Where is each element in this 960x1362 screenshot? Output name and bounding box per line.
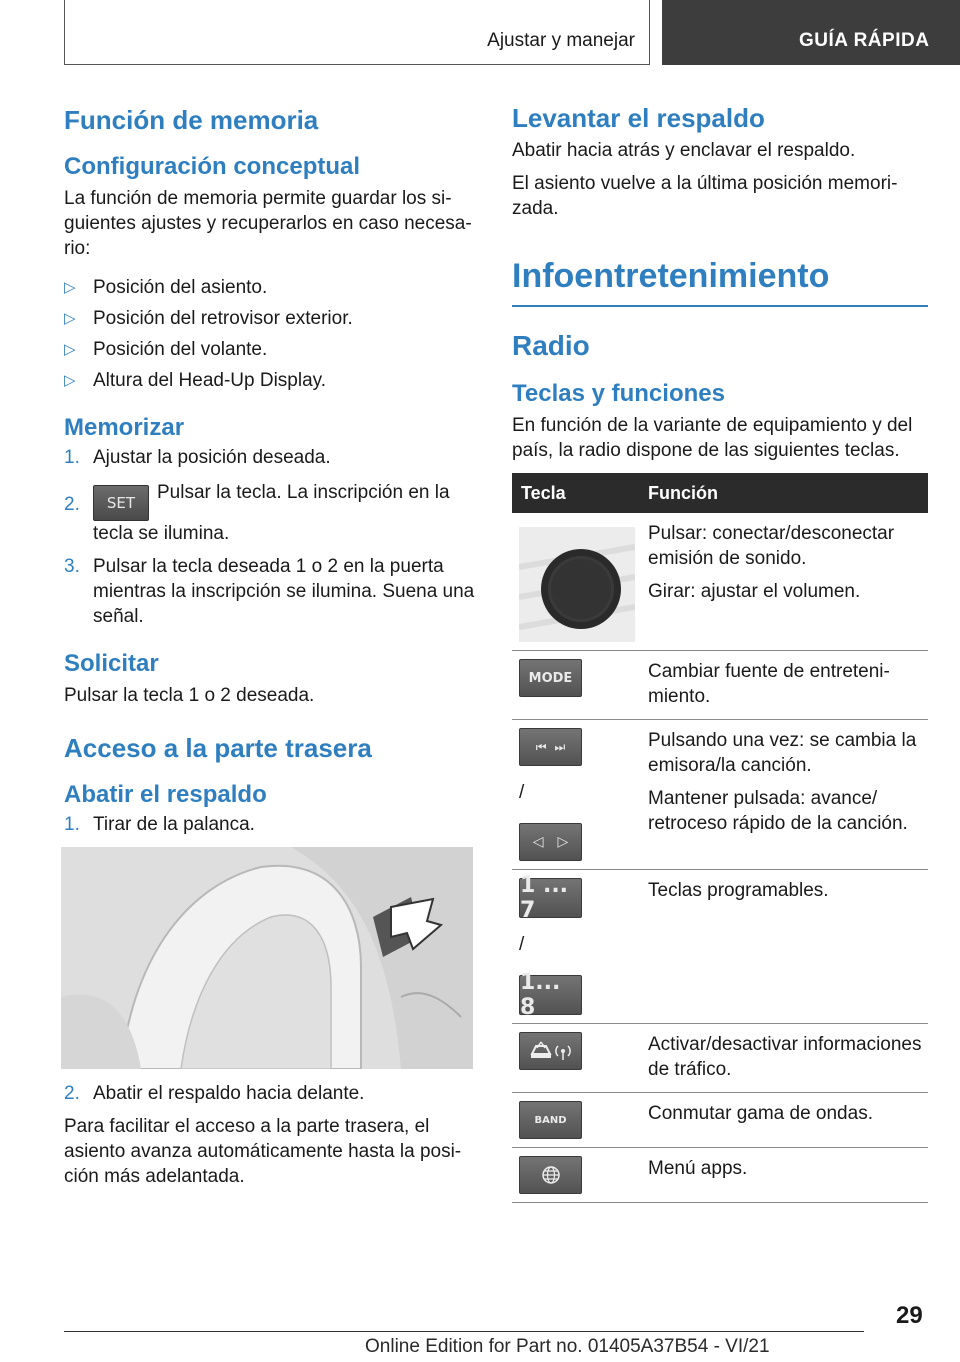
key-cell: 1 ... 7 / 1... 8: [512, 870, 648, 1023]
list-item: 1. Ajustar la posición deseada.: [64, 447, 331, 468]
table-row: [512, 651, 928, 720]
table-row: [512, 870, 928, 1024]
footer-edition: Online Edition for Part no. 01405A37B54 - VI/21: [365, 1336, 770, 1357]
key-cell: [512, 1093, 648, 1147]
list-item: ▷ Posición del retrovisor exterior.: [64, 308, 353, 329]
list-item: 2. SET Pulsar la tecla. La inscripción en la tecla se ilumina.: [64, 482, 450, 544]
list-item: ▷ Posición del asiento.: [64, 277, 268, 298]
apps-globe-key-icon: [519, 1156, 582, 1194]
function-cell: Activar/desactivar informaciones de tráfico.: [648, 1034, 922, 1080]
traffic-info-key-icon: [519, 1032, 582, 1070]
column-header-function: Función: [648, 483, 718, 503]
request-text: Pulsar la tecla 1 o 2 deseada.: [64, 685, 315, 706]
header-frame: [64, 0, 650, 65]
band-key-icon: BAND: [519, 1101, 582, 1139]
heading-concept: Configuración conceptual: [64, 153, 361, 180]
table-row: [512, 720, 928, 870]
function-cell: Pulsar: conectar/desconectar emisión de sonido. Girar: ajustar el volumen.: [648, 523, 895, 602]
heading-rear-access: Acceso a la parte trasera: [64, 733, 372, 763]
heading-request: Solicitar: [64, 650, 159, 677]
set-key-icon: SET: [93, 485, 149, 521]
triangle-bullet-icon: ▷: [64, 372, 76, 389]
seat-lever-icon: [61, 847, 473, 1069]
list-item: 3. Pulsar la tecla deseada 1 o 2 en la puerta mientras la inscripción se ilumina. Suena una señal.: [64, 556, 475, 627]
list-item: ▷ Posición del volante.: [64, 339, 268, 360]
radio-keys-table: [512, 473, 928, 1203]
key-cell: [512, 513, 648, 650]
list-item: 1. Tirar de la palanca.: [64, 814, 255, 835]
raise-text-1: Abatir hacia atrás y enclavar el respaldo.: [512, 140, 856, 161]
table-row: [512, 513, 928, 651]
heading-keys-functions: Teclas y funciones: [512, 380, 725, 407]
table-header: [512, 473, 928, 513]
table-row: [512, 1148, 928, 1203]
triangle-bullet-icon: ▷: [64, 279, 76, 296]
page-number: 29: [896, 1302, 923, 1329]
fold-steps: [64, 812, 476, 837]
heading-memory-function: Función de memoria: [64, 105, 319, 135]
list-item: 2. Abatir el respaldo hacia delante.: [64, 1083, 365, 1104]
fold-text: Para facilitar el acceso a la parte trasera, el asiento avanza automáticamente hasta la posi-ción más adelantada.: [64, 1116, 462, 1187]
right-column: [512, 96, 928, 1203]
heading-radio: Radio: [512, 330, 590, 361]
function-cell: Cambiar fuente de entreteni-miento.: [648, 661, 890, 707]
key-cell: [512, 1148, 648, 1202]
mode-key-icon: MODE: [519, 659, 582, 697]
quick-guide-badge: GUÍA RÁPIDA: [662, 0, 960, 65]
raise-text-2: El asiento vuelve a la última posición memori-zada.: [512, 173, 898, 219]
heading-fold-backrest: Abatir el respaldo: [64, 781, 267, 808]
function-cell: Menú apps.: [648, 1158, 748, 1179]
footer-divider: [64, 1331, 864, 1332]
heading-memorize: Memorizar: [64, 414, 185, 441]
keys-intro-text: En función de la variante de equipamiento y del país, la radio dispone de las siguientes teclas.: [512, 415, 913, 461]
column-header-key: Tecla: [521, 483, 566, 503]
section-title: Ajustar y manejar: [487, 30, 635, 51]
key-cell: [512, 651, 648, 719]
function-cell: Conmutar gama de ondas.: [648, 1103, 873, 1124]
left-right-arrow-key-icon: ◁▷: [519, 823, 582, 861]
programmable-keys-8-icon: 1... 8: [519, 975, 582, 1015]
volume-knob-icon: [519, 527, 635, 642]
key-cell: [512, 1024, 648, 1092]
table-row: [512, 1093, 928, 1148]
programmable-keys-7-icon: 1 ... 7: [519, 878, 582, 918]
heading-raise-backrest: Levantar el respaldo: [512, 103, 765, 133]
memory-settings-list: [64, 275, 476, 393]
memorize-steps: [64, 445, 476, 629]
fold-steps-2: [64, 1081, 476, 1106]
triangle-bullet-icon: ▷: [64, 341, 76, 358]
function-cell: Teclas programables.: [648, 880, 829, 901]
table-row: [512, 1024, 928, 1093]
function-cell: Pulsando una vez: se cambia la emisora/la canción. Mantener pulsada: avance/ retroceso rápido de la canción.: [648, 730, 917, 834]
concept-text: La función de memoria permite guardar los si-guientes ajustes y recuperarlos en caso necesa-rio:: [64, 188, 472, 259]
list-item: ▷ Altura del Head-Up Display.: [64, 370, 327, 391]
seat-lever-illustration: [61, 847, 473, 1069]
triangle-bullet-icon: ▷: [64, 310, 76, 327]
heading-infotainment: Infoentretenimiento: [512, 255, 928, 307]
skip-track-key-icon: ⏮⏭: [519, 728, 582, 766]
left-column: [64, 96, 476, 1189]
key-cell: ⏮⏭ / ◁▷: [512, 720, 648, 869]
